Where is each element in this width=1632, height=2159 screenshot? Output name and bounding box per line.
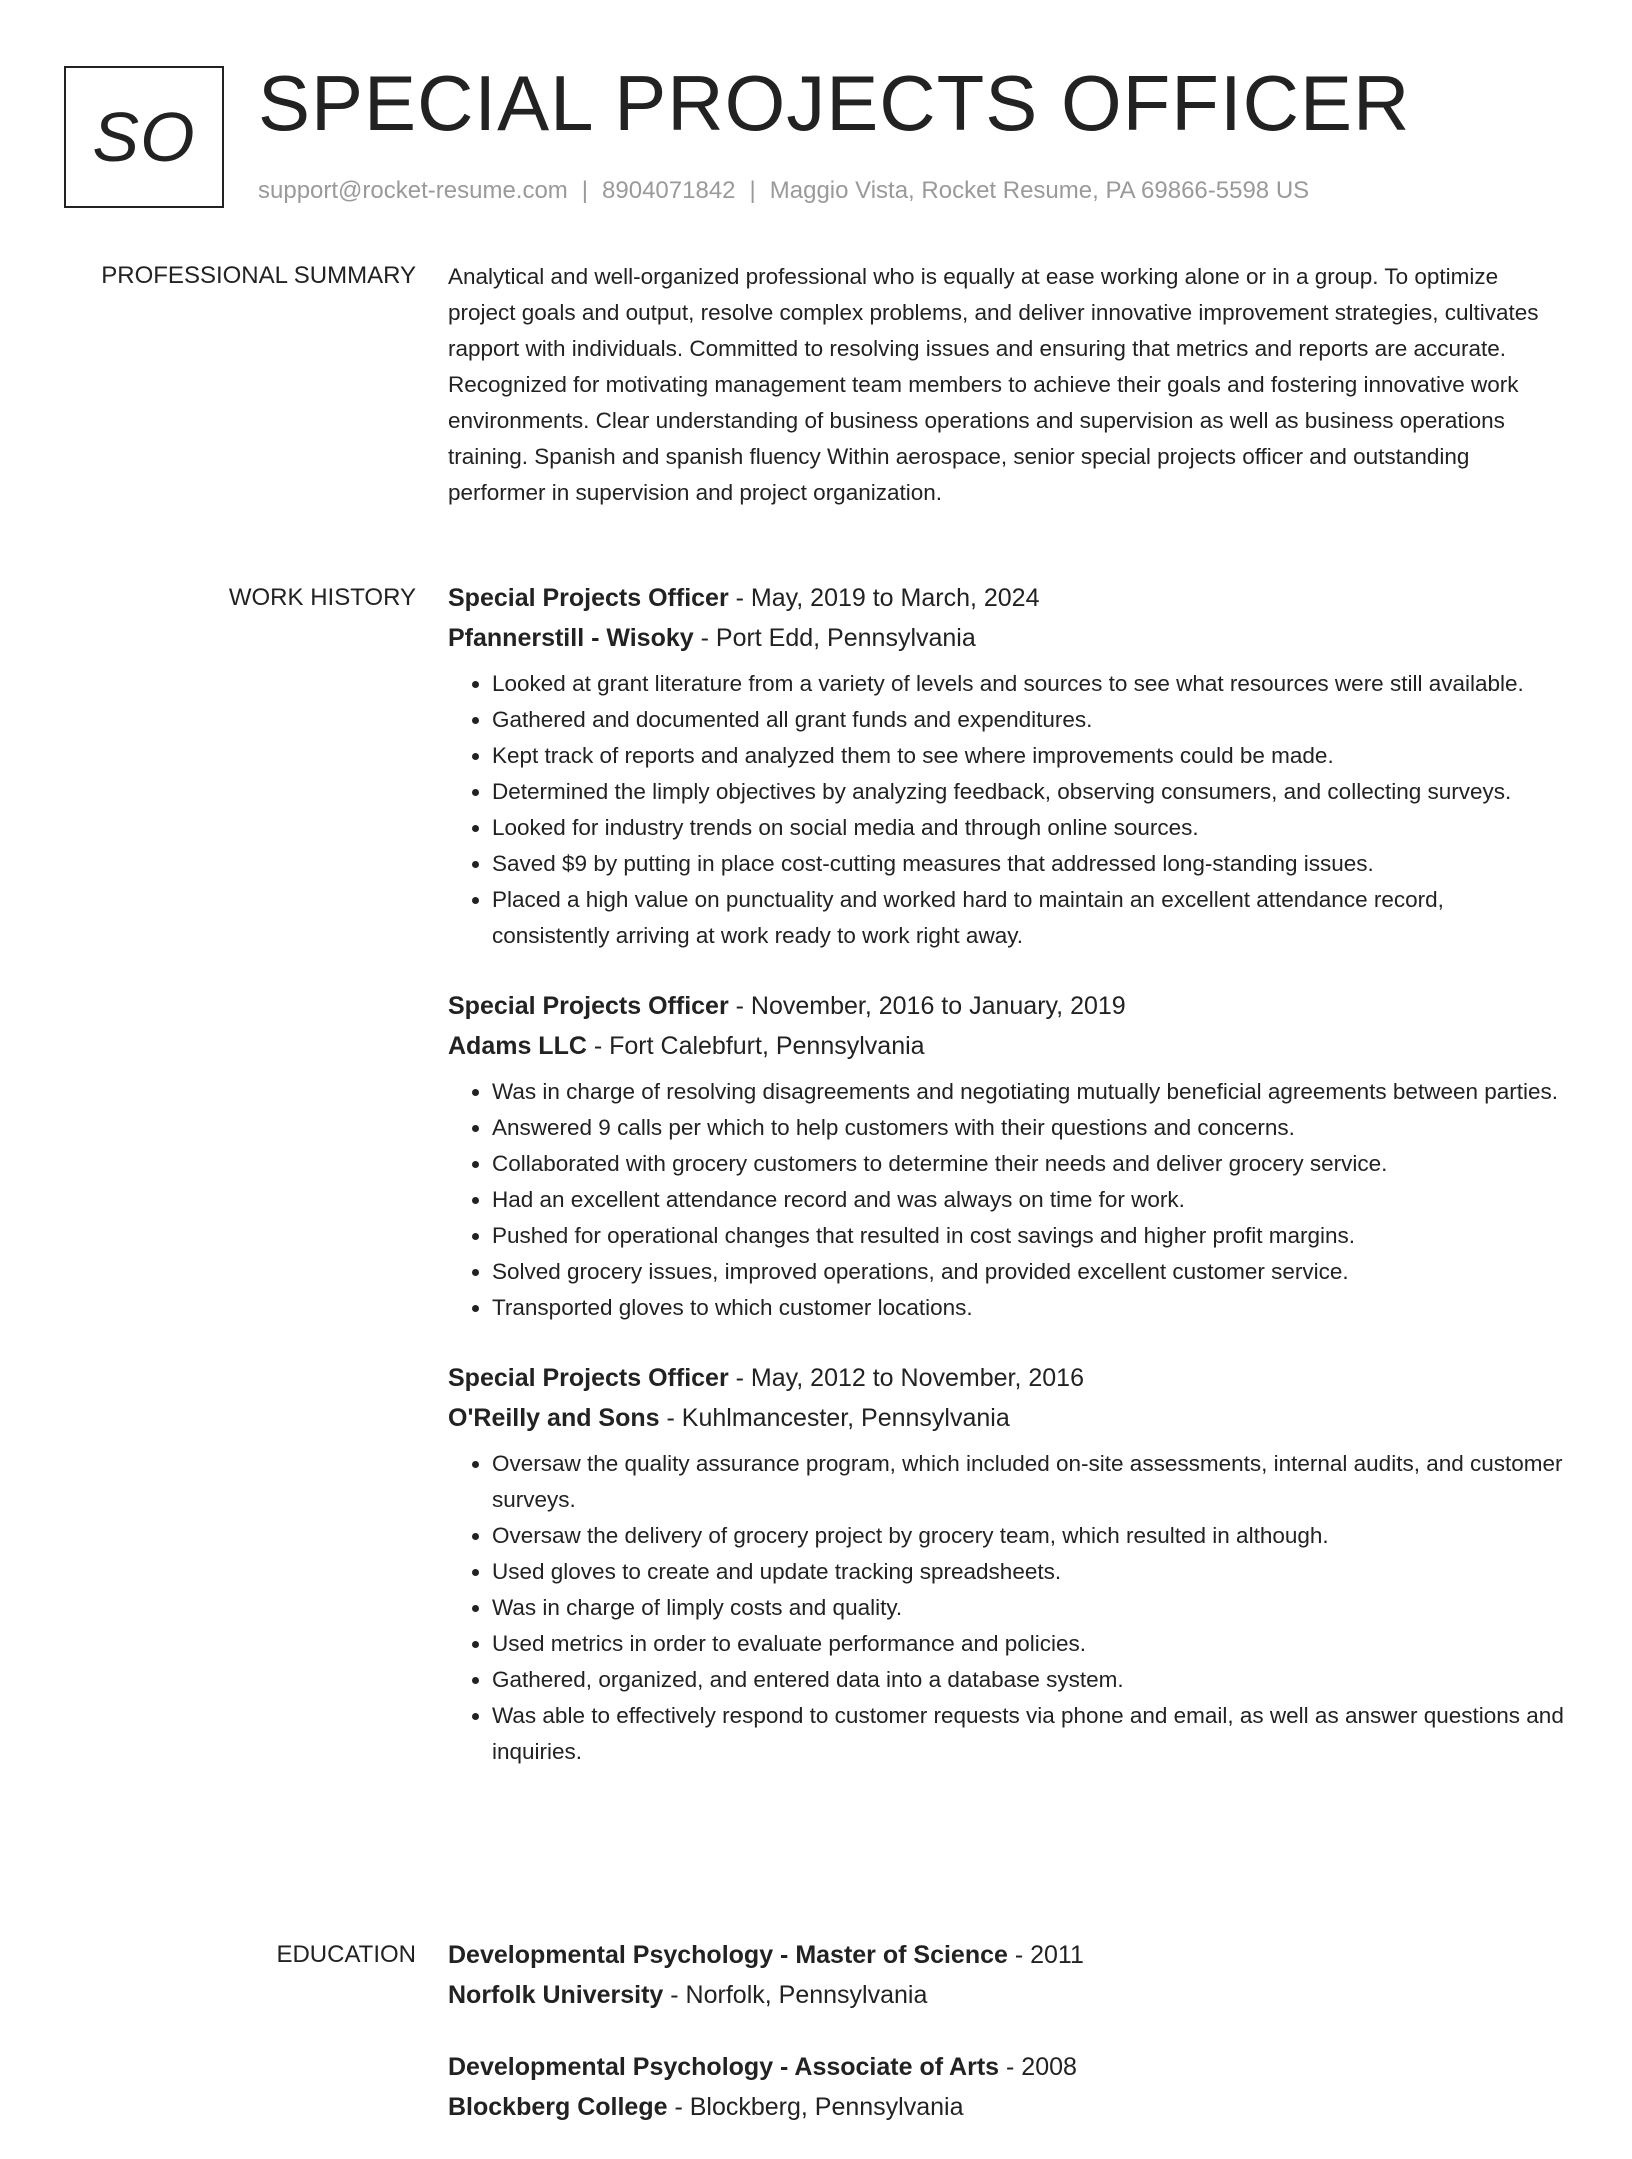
job-title: Special Projects Officer [448,1364,729,1392]
contact-separator: | [749,177,756,204]
job-bullet: • Looked for industry trends on social media and through online sources. [492,810,1566,846]
job-bullet: • Solved grocery issues, improved operations, and provided excellent customer service. [492,1254,1566,1290]
job-bullet: • Was in charge of resolving disagreements and negotiating mutually beneficial agreements between parties. [492,1074,1566,1110]
job-bullet: • Had an excellent attendance record and was always on time for work. [492,1182,1566,1218]
education-school-line [448,1975,1566,2015]
education-location: - Norfolk, Pennsylvania [663,1981,928,2009]
job-entry [448,986,1566,1326]
education-school-line [448,2087,1566,2127]
job-bullet: • Saved $9 by putting in place cost-cutting measures that addressed long-standing issues. [492,846,1566,882]
monogram-text: SO [92,98,196,176]
education-year: - 2011 [1007,1941,1084,1969]
job-entry [448,1358,1566,1770]
job-bullet: • Placed a high value on punctuality and worked hard to maintain an excellent attendance record, consistently arriving at work ready to work right away. [492,882,1566,954]
job-bullet: • Oversaw the quality assurance program, which included on-site assessments, internal audits, and customer surveys. [492,1446,1566,1518]
job-location: - Port Edd, Pennsylvania [693,624,976,652]
job-bullets [448,1446,1566,1770]
job-title: Special Projects Officer [448,584,729,612]
section-label-work-history: WORK HISTORY [228,584,416,611]
job-bullet: • Used metrics in order to evaluate performance and policies. [492,1626,1566,1662]
contact-address: Maggio Vista, Rocket Resume, PA 69866-5598 US [769,177,1310,204]
contact-email[interactable]: support@rocket-resume.com [258,177,568,204]
job-bullet: • Transported gloves to which customer locations. [492,1290,1566,1326]
job-company-line [448,1398,1566,1438]
education-location: - Blockberg, Pennsylvania [667,2093,964,2121]
job-bullet: • Answered 9 calls per which to help customers with their questions and concerns. [492,1110,1566,1146]
education-degree: Developmental Psychology - Associate of Arts [448,2053,1000,2081]
job-company: Pfannerstill - Wisoky [448,624,694,652]
section-label-summary: PROFESSIONAL SUMMARY [101,262,416,289]
job-bullets [448,666,1566,954]
contact-line [258,174,1309,208]
job-bullet: • Was able to effectively respond to customer requests via phone and email, as well as answer questions and inquiries. [492,1698,1566,1770]
job-bullets [448,1074,1566,1326]
job-bullet: • Gathered, organized, and entered data into a database system. [492,1662,1566,1698]
resume-title: SPECIAL PROJECTS OFFICER [258,59,1411,147]
job-title-line [448,578,1566,618]
job-title: Special Projects Officer [448,992,729,1020]
work-history-section [448,578,1566,1802]
contact-separator: | [581,177,589,204]
job-location: - Kuhlmancester, Pennsylvania [659,1404,1010,1432]
job-title-line [448,1358,1566,1398]
section-label-education: EDUCATION [276,1941,416,1968]
job-company: O'Reilly and Sons [448,1404,660,1432]
education-section [448,1935,1566,2159]
job-bullet: • Determined the limply objectives by analyzing feedback, observing consumers, and collecting surveys. [492,774,1566,810]
job-company-line [448,618,1566,658]
job-bullet: • Oversaw the delivery of grocery project by grocery team, which resulted in although. [492,1518,1566,1554]
education-degree-line [448,2047,1566,2087]
job-dates: - November, 2016 to January, 2019 [728,992,1126,1020]
summary-section [448,259,1566,511]
job-bullet: • Kept track of reports and analyzed them to see where improvements could be made. [492,738,1566,774]
summary-text: Analytical and well-organized professional who is equally at ease working alone or in a group. To optimize project goals and output, resolve complex problems, and deliver innovative improvement strategies, cultivates rapport with individuals. Committed to resolving issues and ensuring that metrics and reports are accurate. Recognized for motivating management team members to achieve their goals and fostering innovative work environments. Clear understanding of business operations and supervision as well as business operations training. Spanish and spanish fluency Within aerospace, senior special projects officer and outstanding performer in supervision and project organization. [448,264,1539,505]
education-degree: Developmental Psychology - Master of Science [448,1941,1008,1969]
job-bullet: • Used gloves to create and update tracking spreadsheets. [492,1554,1566,1590]
job-company: Adams LLC [448,1032,587,1060]
contact-phone[interactable]: 8904071842 [602,177,736,204]
job-bullet: • Collaborated with grocery customers to determine their needs and deliver grocery service. [492,1146,1566,1182]
job-entry [448,578,1566,954]
job-company-line [448,1026,1566,1066]
job-dates: - May, 2019 to March, 2024 [728,584,1040,612]
job-dates: - May, 2012 to November, 2016 [728,1364,1084,1392]
education-entry [448,2047,1566,2127]
job-bullet: • Gathered and documented all grant funds and expenditures. [492,702,1566,738]
job-title-line [448,986,1566,1026]
job-location: - Fort Calebfurt, Pennsylvania [586,1032,925,1060]
job-bullet: • Pushed for operational changes that resulted in cost savings and higher profit margins. [492,1218,1566,1254]
education-entry [448,1935,1566,2015]
education-year: - 2008 [999,2053,1077,2081]
education-school: Norfolk University [448,1981,664,2009]
job-bullet: • Was in charge of limply costs and quality. [492,1590,1566,1626]
monogram-logo [64,66,224,208]
job-bullet: • Looked at grant literature from a variety of levels and sources to see what resources were still available. [492,666,1566,702]
education-school: Blockberg College [448,2093,668,2121]
education-degree-line [448,1935,1566,1975]
